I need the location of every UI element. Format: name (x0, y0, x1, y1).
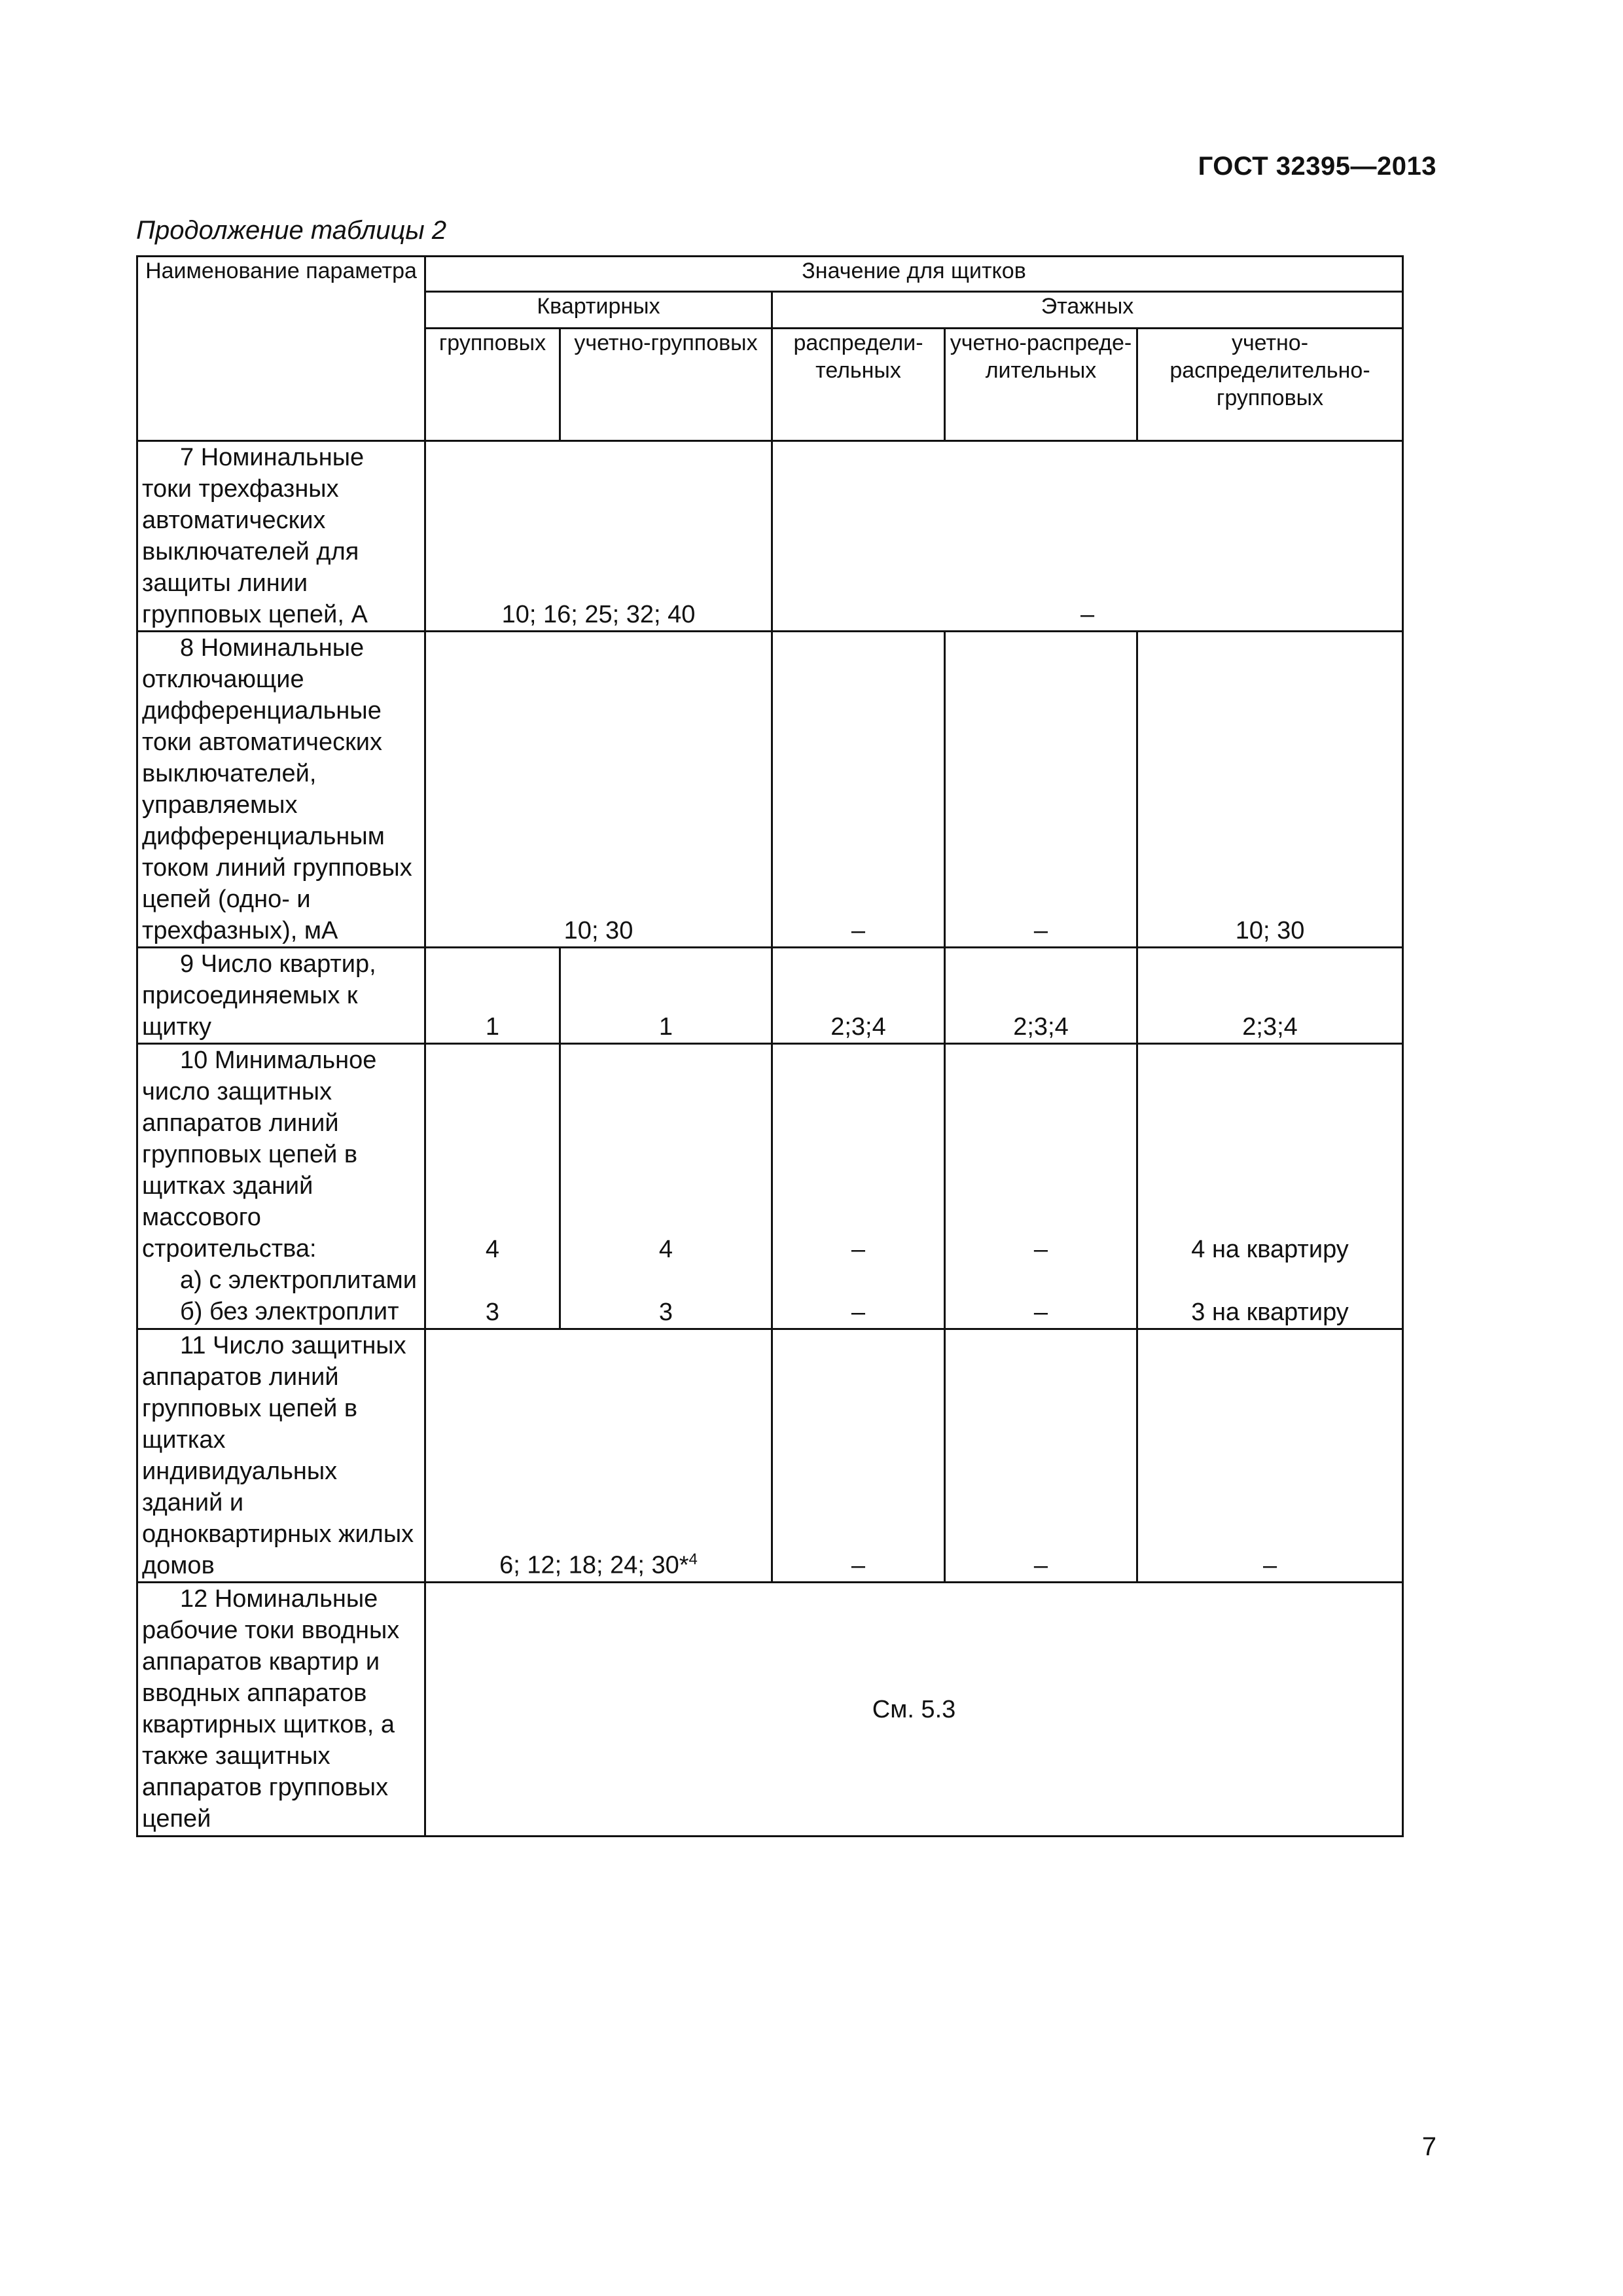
row-9-group: 1 (425, 948, 560, 1044)
row-10-a-meter-distribution-group: 4 на квартиру (1191, 1236, 1349, 1263)
row-10-b-distribution: – (851, 1299, 866, 1326)
row-7-text: Номинальные токи трехфазных автоматических выключателей для защиты линии групповых цепей, А (142, 444, 368, 628)
row-8-param (137, 632, 425, 948)
row-11-param (137, 1329, 425, 1583)
row-10-meter-distribution-group (1137, 1044, 1403, 1329)
row-8-text: Номинальные отключающие дифференциальные токи автоматических выключателей, управляемых дифференциальным током линий групповых цепей (одно- и трехфазных), мА (142, 634, 412, 944)
row-10-meter-group (560, 1044, 772, 1329)
header-sub-meter-distribution-group: учетно-распределительно-групповых (1137, 329, 1403, 441)
document-code: ГОСТ 32395—2013 (1198, 152, 1436, 181)
row-9-num: 9 (180, 950, 194, 978)
row-9-meter-distribution-group: 2;3;4 (1137, 948, 1403, 1044)
row-11-text: Число защитных аппаратов линий групповых цепей в щитках индивидуальных зданий и одноквартирных жилых домов (142, 1332, 414, 1579)
row-8-meter-distribution: – (945, 632, 1137, 948)
header-sub-distribution: распредели-тельных (772, 329, 945, 441)
row-11-meter-distribution: – (945, 1329, 1137, 1583)
header-floor: Этажных (772, 292, 1403, 329)
row-9-meter-group: 1 (560, 948, 772, 1044)
header-param-name: Наименование параметра (137, 257, 425, 441)
row-9-meter-distribution: 2;3;4 (945, 948, 1137, 1044)
row-11-apartment-value (425, 1329, 772, 1583)
row-10-b-meter-distribution-group: 3 на квартиру (1191, 1299, 1349, 1326)
row-10-num: 10 (180, 1047, 208, 1074)
row-10-a-meter-distribution: – (1033, 1236, 1048, 1263)
page-number: 7 (1421, 2132, 1436, 2161)
row-9-text: Число квартир, присоединяемых к щитку (142, 950, 376, 1041)
parameters-table (136, 255, 1404, 1837)
row-7-param (137, 441, 425, 632)
table-caption: Продолжение таблицы 2 (136, 216, 447, 245)
row-10-a-meter-group: 4 (658, 1236, 673, 1263)
row-12-value: См. 5.3 (425, 1583, 1403, 1837)
row-11-footnote: 4 (688, 1551, 698, 1569)
row-10-distribution (772, 1044, 945, 1329)
header-values: Значение для щитков (425, 257, 1403, 292)
row-11-apartment-text: 6; 12; 18; 24; 30* (499, 1552, 689, 1579)
row-10-b-meter-group: 3 (658, 1299, 673, 1326)
header-sub-meter-distribution: учетно-распреде-лительных (945, 329, 1137, 441)
row-12-text: Номинальные рабочие токи вводных аппаратов квартир и вводных аппаратов квартирных щитков, а также защитных аппаратов групповых цепей (142, 1585, 400, 1833)
row-7-num: 7 (180, 444, 194, 471)
row-10-sub-a-label: а) с электроплитами (180, 1266, 417, 1294)
row-10-b-group: 3 (485, 1299, 500, 1326)
row-10-text: Минимальное число защитных аппаратов линий групповых цепей в щитках зданий массового строительства: (142, 1047, 377, 1263)
header-sub-group: групповых (425, 329, 560, 441)
row-9-distribution: 2;3;4 (772, 948, 945, 1044)
row-8-meter-distribution-group: 10; 30 (1137, 632, 1403, 948)
row-10-group (425, 1044, 560, 1329)
row-12-param (137, 1583, 425, 1837)
row-10-a-group: 4 (485, 1236, 500, 1263)
header-sub-meter-group: учетно-групповых (560, 329, 772, 441)
row-10-sub-b-label: б) без электроплит (180, 1298, 399, 1325)
row-7-apartment-value: 10; 16; 25; 32; 40 (425, 441, 772, 632)
row-12-num: 12 (180, 1585, 208, 1613)
row-11-meter-distribution-group: – (1137, 1329, 1403, 1583)
row-11-num: 11 (180, 1332, 206, 1359)
row-11-distribution: – (772, 1329, 945, 1583)
row-8-apartment-value: 10; 30 (425, 632, 772, 948)
row-9-param (137, 948, 425, 1044)
row-8-num: 8 (180, 634, 194, 662)
row-7-floor-value: – (772, 441, 1403, 632)
row-10-b-meter-distribution: – (1033, 1299, 1048, 1326)
row-8-distribution: – (772, 632, 945, 948)
row-10-a-distribution: – (851, 1236, 866, 1263)
row-10-meter-distribution (945, 1044, 1137, 1329)
row-10-param (137, 1044, 425, 1329)
header-apartment: Квартирных (425, 292, 772, 329)
